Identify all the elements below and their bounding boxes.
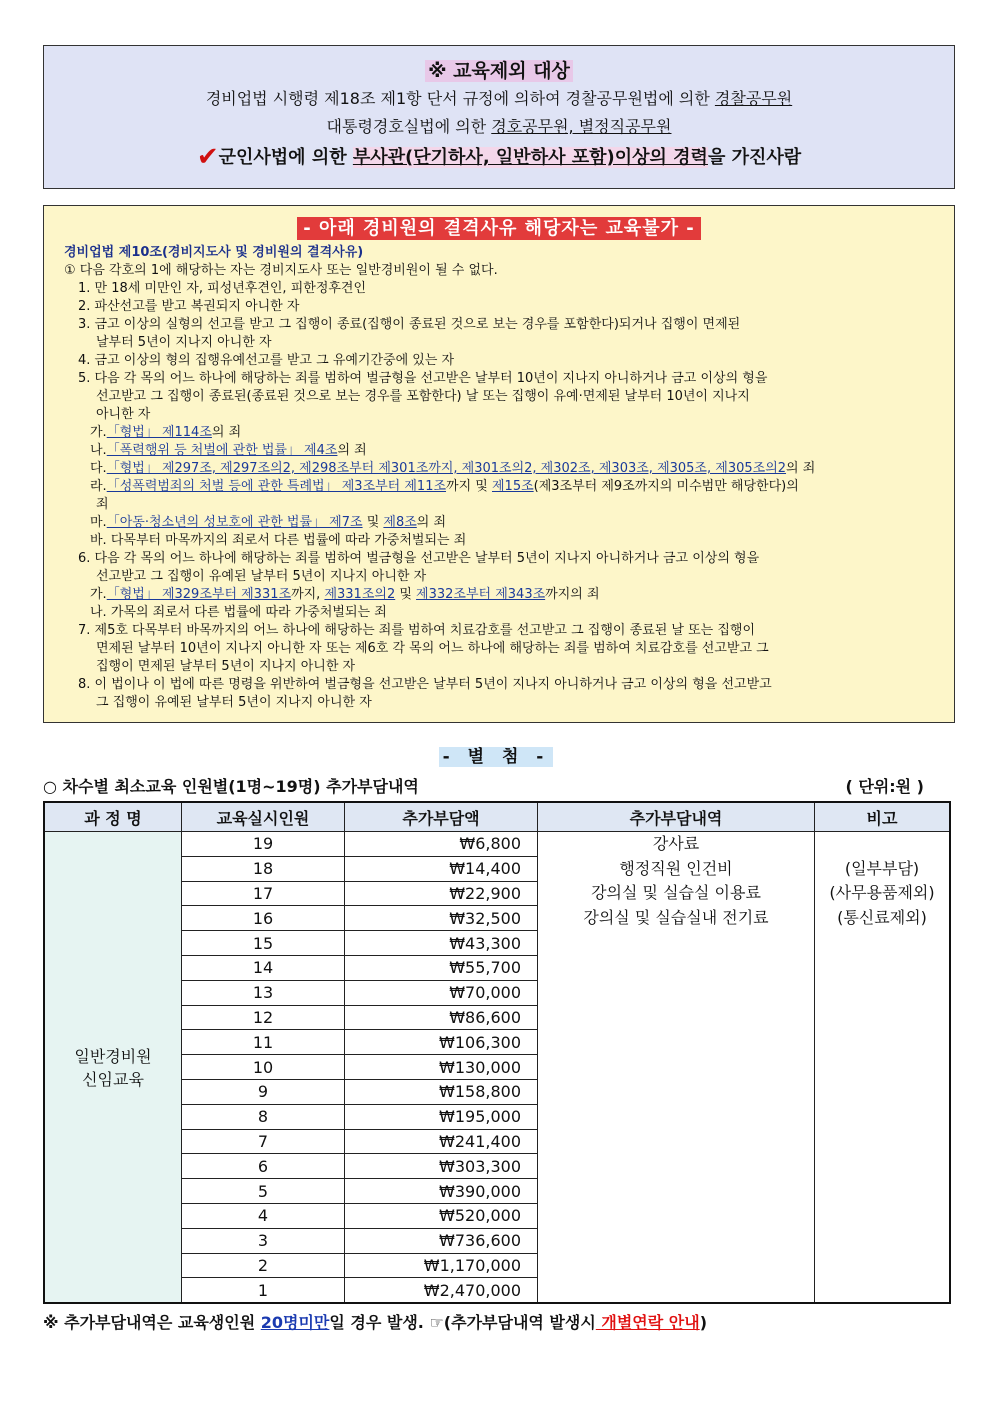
amount-cell: ₩86,600 (345, 1005, 538, 1030)
amount-cell: ₩14,400 (345, 856, 538, 881)
item-5-cont2: 아니한 자 (96, 407, 151, 422)
exclusion-line-1: 경비업법 시행령 제18조 제1항 단서 규정에 의하여 경찰공무원법에 의한 경찰공무원 (205, 89, 793, 108)
item-7-cont2: 집행이 면제된 날부터 5년이 지나지 아니한 자 (96, 659, 356, 674)
count-cell: 14 (182, 955, 345, 980)
amount-cell: ₩1,170,000 (345, 1253, 538, 1278)
count-cell: 16 (182, 906, 345, 931)
item-8: 8. 이 법이나 이 법에 따른 명령을 위반하여 벌금형을 선고받은 날부터 5년이 지나지 아니하거나 금고 이상의 형을 선고받고 (78, 677, 772, 692)
exclusion-line-2: 대통령경호실법에 의한 경호공무원, 별정직공무원 (326, 117, 672, 136)
table-header-row (44, 802, 950, 832)
count-cell: 18 (182, 856, 345, 881)
fee-table (43, 801, 951, 1304)
amount-cell: ₩43,300 (345, 931, 538, 956)
remark-line: (일부부담) (844, 858, 920, 878)
amount-cell: ₩195,000 (345, 1104, 538, 1129)
count-cell: 1 (182, 1278, 345, 1303)
count-cell: 7 (182, 1129, 345, 1154)
detail-line: 강사료 (652, 834, 700, 853)
course-name-cell (44, 832, 182, 1304)
count-cell: 15 (182, 931, 345, 956)
count-cell: 8 (182, 1104, 345, 1129)
count-cell: 10 (182, 1055, 345, 1080)
amount-cell: ₩158,800 (345, 1079, 538, 1104)
remark-line: (사무용품제외) (829, 883, 935, 902)
item-6: 6. 다음 각 목의 어느 하나에 해당하는 죄를 범하여 벌금형을 선고받은 날부터 5년이 지나지 아니하거나 금고 이상의 형을 (78, 551, 760, 566)
amount-cell: ₩241,400 (345, 1129, 538, 1154)
amount-cell: ₩32,500 (345, 906, 538, 931)
item-5-ba: 바. 다목부터 마목까지의 죄로서 다른 법률에 따라 가중처벌되는 죄 (90, 533, 467, 548)
item-6-cont: 선고받고 그 집행이 유예된 날부터 5년이 지나지 아니한 자 (96, 569, 427, 584)
remark-line (815, 832, 949, 857)
amount-cell: ₩106,300 (345, 1030, 538, 1055)
item-8-cont: 그 집행이 유예된 날부터 5년이 지나지 아니한 자 (96, 695, 372, 710)
item-2: 2. 파산선고를 받고 복권되지 아니한 자 (78, 299, 300, 314)
remark-cell (815, 832, 951, 1304)
amount-cell: ₩70,000 (345, 980, 538, 1005)
disqualification-body (64, 244, 944, 712)
amount-cell: ₩520,000 (345, 1203, 538, 1228)
detail-line: 행정직원 인건비 (619, 858, 733, 878)
amount-cell: ₩2,470,000 (345, 1278, 538, 1303)
amount-cell: ₩130,000 (345, 1055, 538, 1080)
amount-cell: ₩55,700 (345, 955, 538, 980)
item-5-ra-cont: 죄 (96, 497, 109, 512)
disqualification-box (43, 205, 955, 723)
item-5-da: 다.「형법」 제297조, 제297조의2, 제298조부터 제301조까지, 제301조의2, 제302조, 제303조, 제305조, 제305조의2의 죄 (90, 461, 816, 476)
detail-cell (538, 832, 815, 1304)
item-5-ga: 가.「형법」 제114조의 죄 (90, 425, 242, 440)
item-1: 1. 만 18세 미만인 자, 피성년후견인, 피한정후견인 (78, 281, 367, 296)
count-cell: 2 (182, 1253, 345, 1278)
table-row (44, 832, 950, 857)
amount-cell: ₩22,900 (345, 881, 538, 906)
item-6-na: 나. 가목의 죄로서 다른 법률에 따라 가중처벌되는 죄 (90, 605, 387, 620)
item-5-ma: 마.「아동·청소년의 성보호에 관한 법률」 제7조 및 제8조의 죄 (90, 515, 447, 530)
footnote: ※ 추가부담내역은 교육생인원 20명미만일 경우 발생. ☞(추가부담내역 발생시 개별연락 안내) (43, 1313, 707, 1332)
course-name-line: 일반경비원 (74, 1047, 152, 1067)
item-4: 4. 금고 이상의 형의 집행유예선고를 받고 그 유예기간중에 있는 자 (78, 353, 455, 368)
header-detail: 추가부담내역 (538, 802, 815, 832)
header-count: 교육실시인원 (182, 802, 345, 832)
count-cell: 6 (182, 1154, 345, 1179)
item-7: 7. 제5호 다목부터 바목까지의 어느 하나에 해당하는 죄를 범하여 치료감호를 선고받고 그 집행이 종료된 날 또는 집행이 (78, 623, 756, 638)
amount-cell: ₩390,000 (345, 1179, 538, 1204)
attachment-title: - 별 첨 - (0, 742, 992, 767)
course-name-line: 신임교육 (82, 1070, 144, 1090)
amount-cell: ₩6,800 (345, 832, 538, 857)
remark-line: (통신료제외) (837, 907, 927, 927)
exclusion-line-3: ✔군인사법에 의한 부사관(단기하사, 일반하사 포함)이상의 경력을 가진사람 (196, 142, 802, 172)
exclusion-title: ※ 교육제외 대상 (44, 56, 954, 83)
attachment-subtitle: ○ 차수별 최소교육 인원별(1명~19명) 추가부담내역 (43, 777, 419, 796)
unit-label: ( 단위:원 ) (845, 777, 924, 796)
count-cell: 19 (182, 832, 345, 857)
detail-line: 강의실 및 실습실내 전기료 (583, 907, 769, 927)
count-cell: 17 (182, 881, 345, 906)
count-cell: 11 (182, 1030, 345, 1055)
item-5-na: 나.「폭력행위 등 처벌에 관한 법률」 제4조의 죄 (90, 443, 367, 458)
item-6-ga: 가.「형법」 제329조부터 제331조까지, 제331조의2 및 제332조부터 제343조까지의 죄 (90, 587, 600, 602)
checkmark-icon: ✔ (196, 142, 219, 172)
count-cell: 9 (182, 1079, 345, 1104)
count-cell: 12 (182, 1005, 345, 1030)
item-5-cont: 선고받고 그 집행이 종료된(종료된 것으로 보는 경우를 포함한다) 날 또는 집행이 유예·면제된 날부터 10년이 지나지 (96, 389, 750, 404)
item-5-ra: 라.「성폭력범죄의 처벌 등에 관한 특례법」 제3조부터 제11조까지 및 제15조(제3조부터 제9조까지의 미수범만 해당한다)의 (90, 479, 799, 494)
disqualification-header: - 아래 경비원의 결격사유 해당자는 교육불가 - (44, 214, 954, 240)
count-cell: 13 (182, 980, 345, 1005)
header-remark: 비고 (815, 802, 951, 832)
header-course: 과 정 명 (44, 802, 182, 832)
amount-cell: ₩736,600 (345, 1228, 538, 1253)
item-3: 3. 금고 이상의 실형의 선고를 받고 그 집행이 종료(집행이 종료된 것으로 보는 경우를 포함한다)되거나 집행이 면제된 (78, 317, 741, 332)
item-7-cont: 면제된 날부터 10년이 지나지 아니한 자 또는 제6호 각 목의 어느 하나에 해당하는 죄를 범하여 치료감호를 선고받고 그 (96, 641, 769, 656)
item-5: 5. 다음 각 목의 어느 하나에 해당하는 죄를 범하여 벌금형을 선고받은 날부터 10년이 지나지 아니하거나 금고 이상의 형을 (78, 371, 768, 386)
intro-clause: ① 다음 각호의 1에 해당하는 자는 경비지도사 또는 일반경비원이 될 수 없다. (64, 263, 498, 278)
detail-line: 강의실 및 실습실 이용료 (591, 883, 761, 902)
count-cell: 3 (182, 1228, 345, 1253)
count-cell: 5 (182, 1179, 345, 1204)
item-3-cont: 날부터 5년이 지나지 아니한 자 (96, 335, 272, 350)
law-title: 경비업법 제10조(경비지도사 및 경비원의 결격사유) (64, 245, 364, 260)
header-amount: 추가부담액 (345, 802, 538, 832)
amount-cell: ₩303,300 (345, 1154, 538, 1179)
count-cell: 4 (182, 1203, 345, 1228)
exclusion-box (43, 45, 955, 189)
